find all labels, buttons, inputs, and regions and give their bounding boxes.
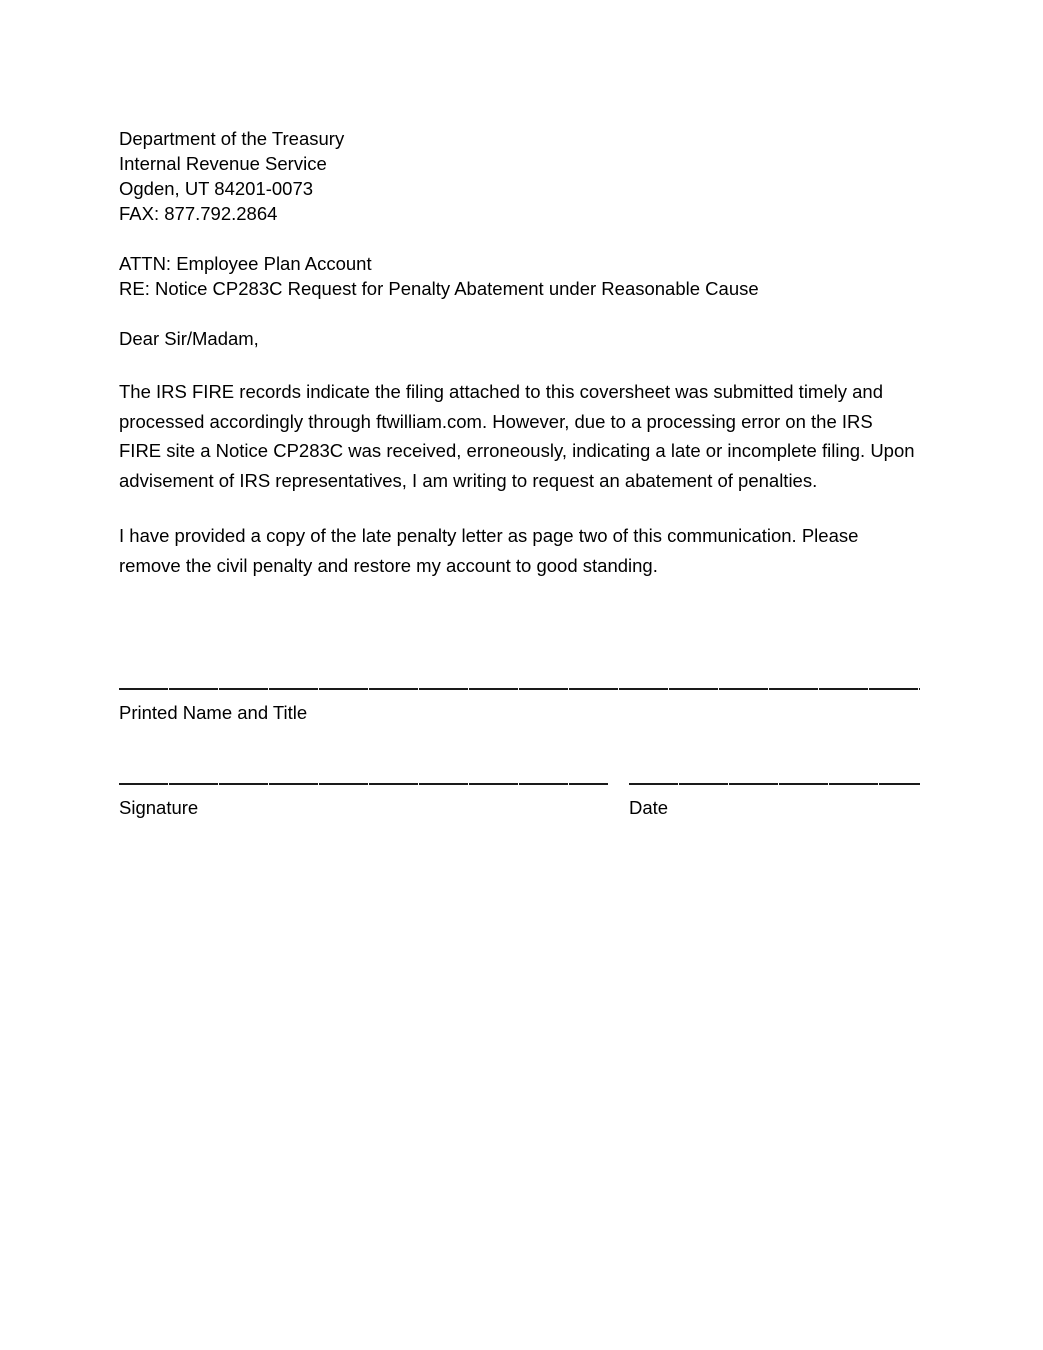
body-paragraph-2: I have provided a copy of the late penalty letter as page two of this communication. Please remove the civil penalty and restore my account to good standing.	[119, 525, 859, 576]
address-line-fax: FAX: 877.792.2864	[119, 203, 278, 224]
date-label: Date	[629, 797, 669, 818]
body-paragraph-1: The IRS FIRE records indicate the filing attached to this coversheet was submitted timely and processed accordingly through ftwilliam.com. However, due to a processing error on the IRS FIRE site a Notice CP283C was received, erroneously, indicating a late or incomplete filing. Upon advisement of IRS representatives, I am writing to request an abatement of penalties.	[119, 381, 915, 491]
subject-line: RE: Notice CP283C Request for Penalty Abatement under Reasonable Cause	[119, 278, 759, 299]
letter-content	[119, 126, 921, 599]
address-line-city-state-zip: Ogden, UT 84201-0073	[119, 178, 314, 199]
recipient-address-block	[119, 126, 921, 226]
signature-label: Signature	[119, 797, 199, 818]
address-line-department: Department of the Treasury	[119, 128, 345, 149]
signature-group	[119, 783, 608, 820]
attention-subject-block	[119, 251, 921, 301]
date-rule[interactable]	[629, 783, 920, 785]
signature-rule[interactable]	[119, 783, 608, 785]
salutation: Dear Sir/Madam,	[119, 328, 259, 349]
address-line-agency: Internal Revenue Service	[119, 153, 327, 174]
attention-line: ATTN: Employee Plan Account	[119, 253, 372, 274]
signature-area	[119, 688, 921, 818]
date-group	[629, 783, 920, 820]
printed-name-rule[interactable]	[119, 688, 920, 690]
printed-name-group	[119, 688, 921, 725]
printed-name-label: Printed Name and Title	[119, 702, 308, 723]
